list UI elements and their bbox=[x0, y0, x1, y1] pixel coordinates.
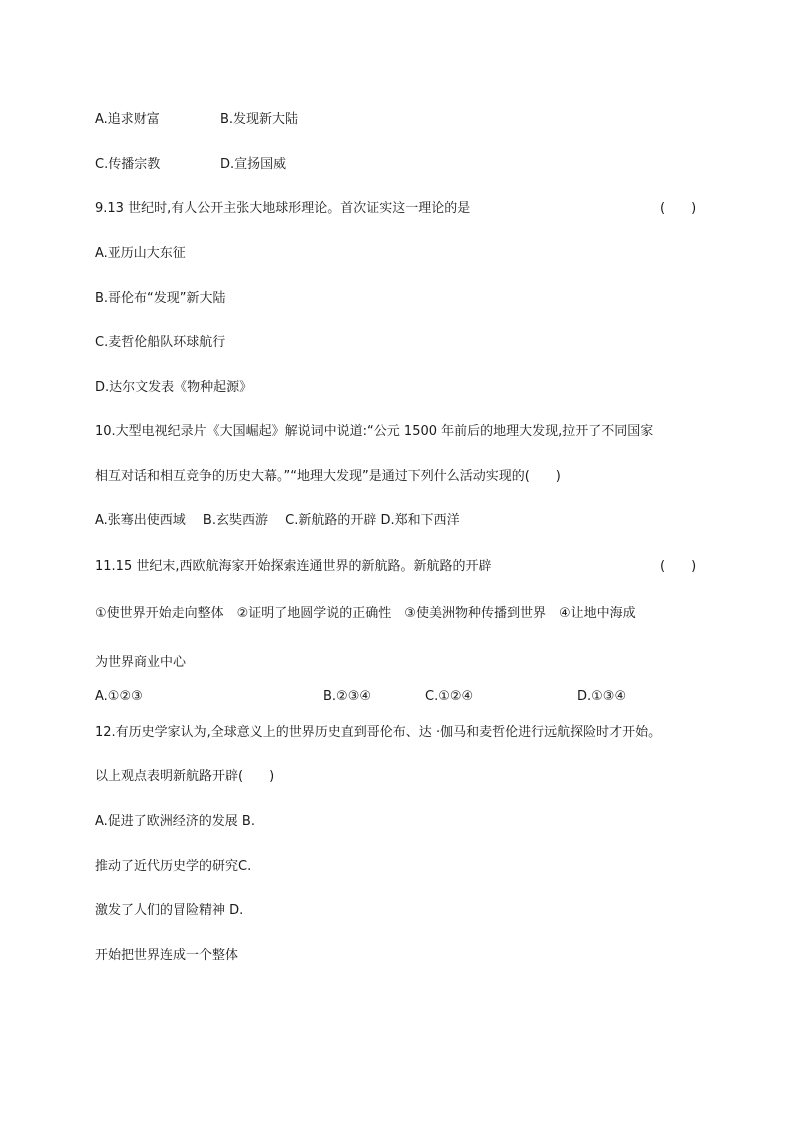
q8-option-a: A.追求财富 bbox=[95, 112, 160, 127]
q12-stem-line2: 以上观点表明新航路开辟( ) bbox=[95, 769, 275, 784]
q9-option-d: D.达尔文发表《物种起源》 bbox=[95, 380, 253, 395]
q11-items-line2: 为世界商业中心 bbox=[95, 655, 187, 670]
q12-option-line4: 开始把世界连成一个整体 bbox=[95, 948, 239, 963]
q12-stem-line1: 12.有历史学家认为,全球意义上的世界历史直到哥伦布、达 ·伽马和麦哲伦进行远航探险时才开始。 bbox=[95, 725, 662, 740]
q12-option-line1: A.促进了欧洲经济的发展 B. bbox=[95, 814, 255, 829]
q12-option-line2: 推动了近代历史学的研究C. bbox=[95, 859, 252, 874]
q9-option-c: C.麦哲伦船队环球航行 bbox=[95, 335, 226, 350]
q9-stem: 9.13 世纪时,有人公开主张大地球形理论。首次证实这一理论的是 bbox=[95, 201, 471, 216]
q11-option-c: C.①②④ bbox=[425, 689, 474, 704]
q9-answer-bracket: ( ) bbox=[660, 201, 697, 216]
q11-option-d: D.①③④ bbox=[577, 689, 627, 704]
q11-option-b: B.②③④ bbox=[323, 689, 372, 704]
q8-option-c: C.传播宗教 bbox=[95, 157, 161, 172]
q8-option-b: B.发现新大陆 bbox=[220, 112, 299, 127]
q11-answer-bracket: ( ) bbox=[660, 559, 697, 574]
q11-option-a: A.①②③ bbox=[95, 689, 143, 704]
q11-items-line1: ①使世界开始走向整体 ②证明了地圆学说的正确性 ③使美洲物种传播到世界 ④让地中海成 bbox=[95, 606, 636, 621]
q10-options: A.张骞出使西域 B.玄奘西游 C.新航路的开辟 D.郑和下西洋 bbox=[95, 513, 460, 528]
q11-stem: 11.15 世纪末,西欧航海家开始探索连通世界的新航路。新航路的开辟 bbox=[95, 559, 492, 574]
q9-option-b: B.哥伦布“发现”新大陆 bbox=[95, 291, 226, 306]
q12-option-line3: 激发了人们的冒险精神 D. bbox=[95, 903, 244, 918]
q9-option-a: A.亚历山大东征 bbox=[95, 246, 186, 261]
q8-option-d: D.宣扬国威 bbox=[220, 157, 287, 172]
q10-stem-line1: 10.大型电视纪录片《大国崛起》解说词中说道:“公元 1500 年前后的地理大发现,拉开了不同国家 bbox=[95, 424, 654, 439]
q10-stem-line2: 相互对话和相互竞争的历史大幕。”“地理大发现”是通过下列什么活动实现的( ) bbox=[95, 469, 561, 484]
